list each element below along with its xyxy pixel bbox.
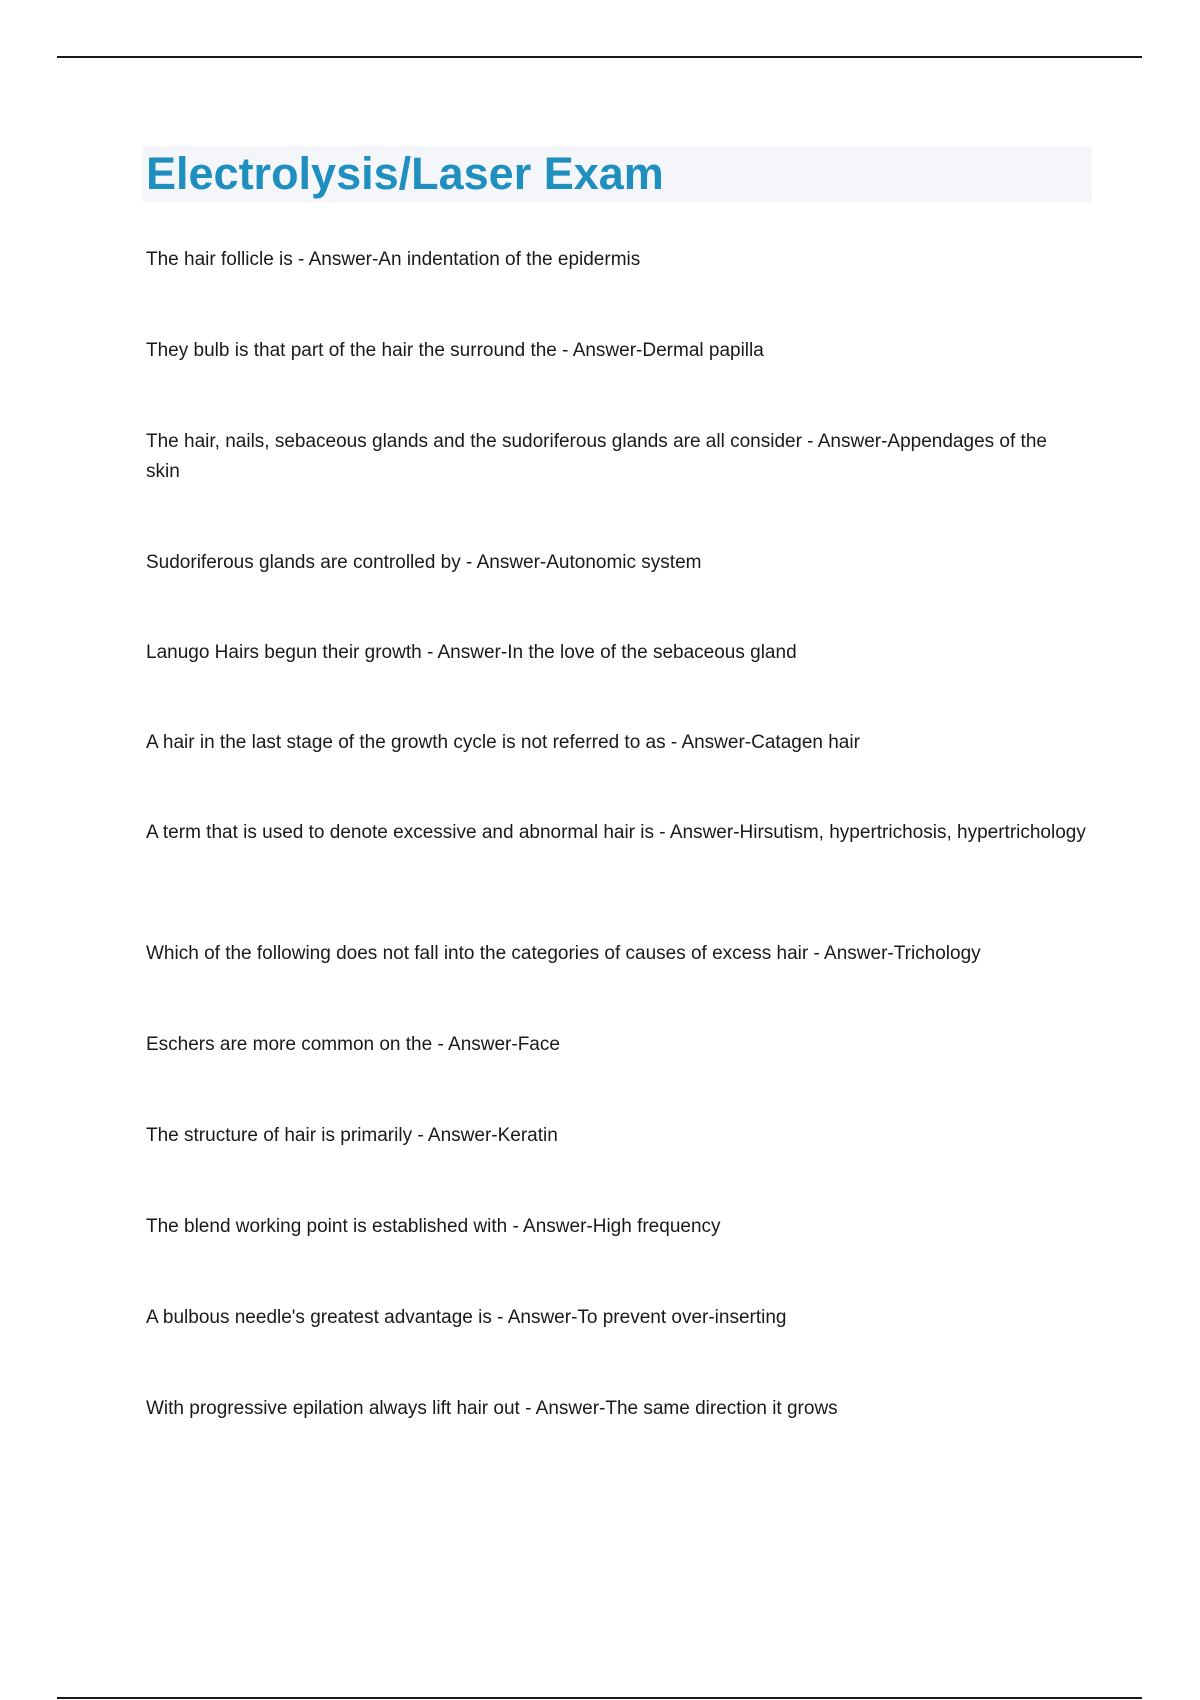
qa-item: Which of the following does not fall into the categories of causes of excess hair - Answer-Trichology [146, 943, 981, 964]
top-rule [57, 56, 1142, 58]
qa-item: The hair, nails, sebaceous glands and the sudoriferous glands are all consider - Answer-Appendages of the skin [146, 431, 1047, 482]
qa-item: With progressive epilation always lift hair out - Answer-The same direction it grows [146, 1398, 838, 1419]
qa-item: Eschers are more common on the - Answer-Face [146, 1034, 560, 1055]
qa-item: A hair in the last stage of the growth cycle is not referred to as - Answer-Catagen hair [146, 732, 860, 753]
qa-item: A term that is used to denote excessive and abnormal hair is - Answer-Hirsutism, hypertrichosis, hypertrichology [146, 822, 1086, 843]
document-title: Electrolysis/Laser Exam [146, 148, 664, 199]
bottom-rule [57, 1697, 1142, 1699]
qa-item: A bulbous needle's greatest advantage is - Answer-To prevent over-inserting [146, 1307, 787, 1328]
qa-item: The hair follicle is - Answer-An indentation of the epidermis [146, 249, 641, 270]
qa-item: The blend working point is established with - Answer-High frequency [146, 1216, 721, 1237]
qa-item: They bulb is that part of the hair the surround the - Answer-Dermal papilla [146, 340, 764, 361]
qa-item: Sudoriferous glands are controlled by - Answer-Autonomic system [146, 552, 702, 573]
qa-item: The structure of hair is primarily - Answer-Keratin [146, 1125, 558, 1146]
qa-item: Lanugo Hairs begun their growth - Answer-In the love of the sebaceous gland [146, 642, 797, 663]
